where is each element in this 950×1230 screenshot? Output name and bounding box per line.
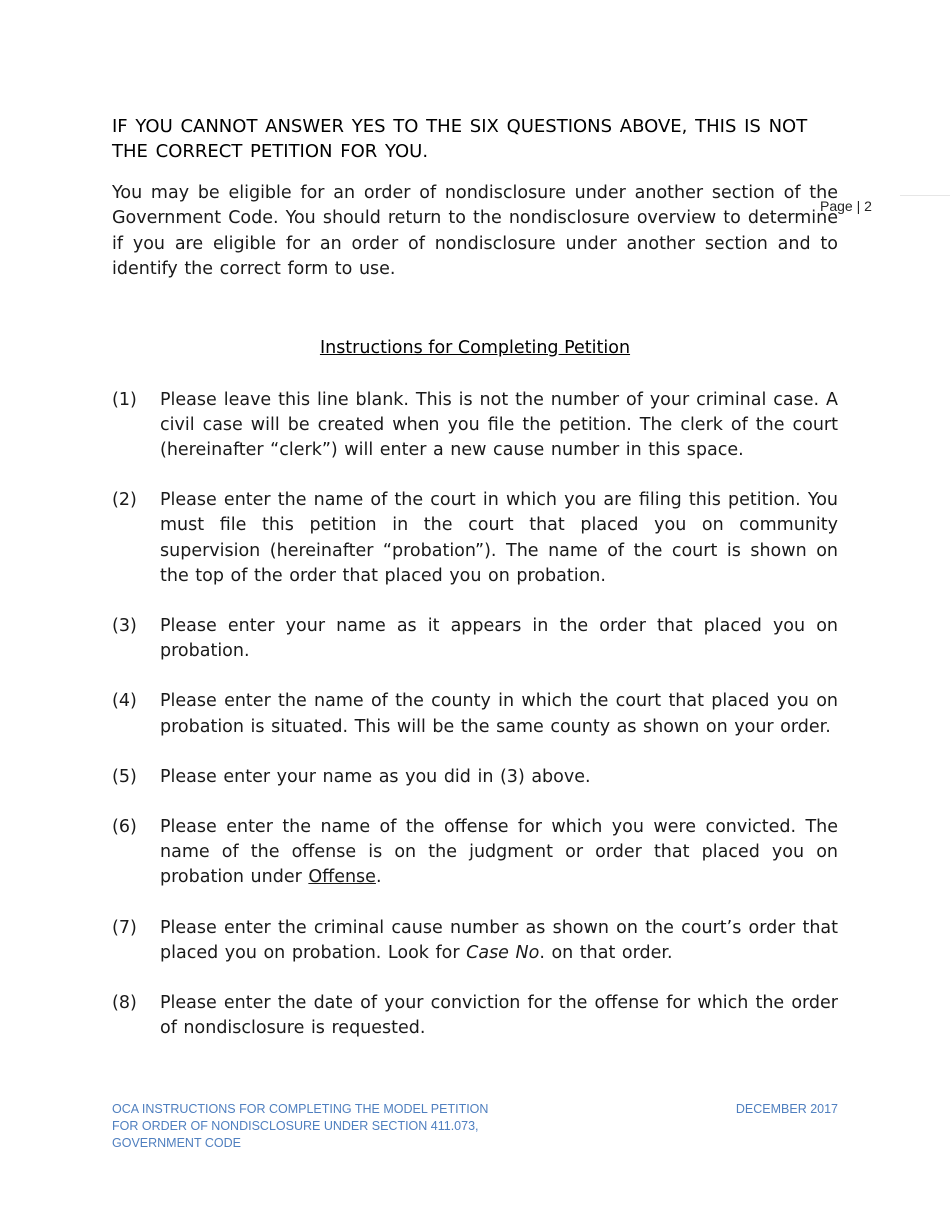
instruction-text-part: . bbox=[375, 867, 382, 888]
eligibility-paragraph: You may be eligible for an order of nondisclosure under another section of the Government Code. You should return to the nondisclosure overview to determine if you are eligible for an order of nondisclosure under another section and to identify the correct form to use. bbox=[112, 183, 838, 280]
instruction-number: (2) bbox=[112, 490, 137, 511]
instruction-number: (4) bbox=[112, 691, 137, 712]
instruction-text-part: Please enter the name of the offense for which you were convicted. The name of the offense is on the judgment or order that placed you on probation under bbox=[160, 817, 838, 888]
instruction-item-6 bbox=[112, 815, 838, 891]
instruction-text-part: Please enter the criminal cause number as shown on the court’s order that placed you on probation. Look for bbox=[160, 917, 838, 963]
instruction-text: Please enter your name as it appears in the order that placed you on probation. bbox=[160, 616, 838, 662]
section-title: Instructions for Completing Petition bbox=[319, 337, 631, 358]
instruction-number: (6) bbox=[112, 817, 137, 838]
footer-line: GOVERNMENT CODE bbox=[112, 1136, 241, 1150]
instruction-item-7 bbox=[112, 916, 838, 966]
footer-date: DECEMBER 2017 bbox=[735, 1102, 838, 1116]
footer-line: OCA INSTRUCTIONS FOR COMPLETING THE MODEL PETITION bbox=[112, 1102, 489, 1116]
instructions-list bbox=[112, 388, 838, 1042]
instruction-number: (3) bbox=[112, 616, 137, 637]
instruction-number: (1) bbox=[112, 389, 137, 410]
instruction-text: Please enter the date of your conviction for the offense for which the order of nondisclosure is requested. bbox=[160, 993, 838, 1039]
instruction-text bbox=[160, 916, 838, 966]
instruction-item-5 bbox=[112, 765, 838, 790]
instruction-text: Please enter the name of the court in which you are filing this petition. You must file this petition in the court that placed you on community supervision (hereinafter “probation”). The name of the court is shown on the top of the order that placed you on probation. bbox=[160, 490, 838, 586]
instruction-text: Please enter the name of the county in which the court that placed you on probation is situated. This will be the same county as shown on your order. bbox=[160, 691, 838, 737]
instruction-number: (5) bbox=[112, 766, 137, 787]
case-no-label: Case No bbox=[466, 942, 540, 963]
instruction-number: (7) bbox=[112, 917, 137, 938]
instruction-text: Please leave this line blank. This is not the number of your criminal case. A civil case will be created when you file the petition. The clerk of the court (hereinafter “clerk”) will enter a new cause number in this space. bbox=[160, 389, 838, 461]
instruction-number: (8) bbox=[112, 993, 137, 1014]
footer-title bbox=[112, 1101, 488, 1152]
page-marker-rule bbox=[900, 195, 950, 196]
footer-line: FOR ORDER OF NONDISCLOSURE UNDER SECTION 411.073, bbox=[112, 1119, 479, 1133]
document-body bbox=[112, 114, 838, 1066]
instruction-text-part: . on that order. bbox=[539, 942, 673, 963]
instruction-item-8 bbox=[112, 991, 838, 1041]
instruction-text: Please enter your name as you did in (3) above. bbox=[160, 766, 591, 787]
instruction-text bbox=[160, 815, 838, 891]
page-footer bbox=[112, 1101, 838, 1152]
page-number: Page | 2 bbox=[820, 198, 872, 214]
instruction-item-4 bbox=[112, 689, 838, 739]
instruction-item-1 bbox=[112, 388, 838, 464]
instruction-item-3 bbox=[112, 614, 838, 664]
warning-heading: IF YOU CANNOT ANSWER YES TO THE SIX QUESTIONS ABOVE, THIS IS NOT THE CORRECT PETITION FOR YOU. bbox=[112, 116, 808, 162]
offense-label: Offense bbox=[308, 867, 376, 888]
instruction-item-2 bbox=[112, 488, 838, 589]
